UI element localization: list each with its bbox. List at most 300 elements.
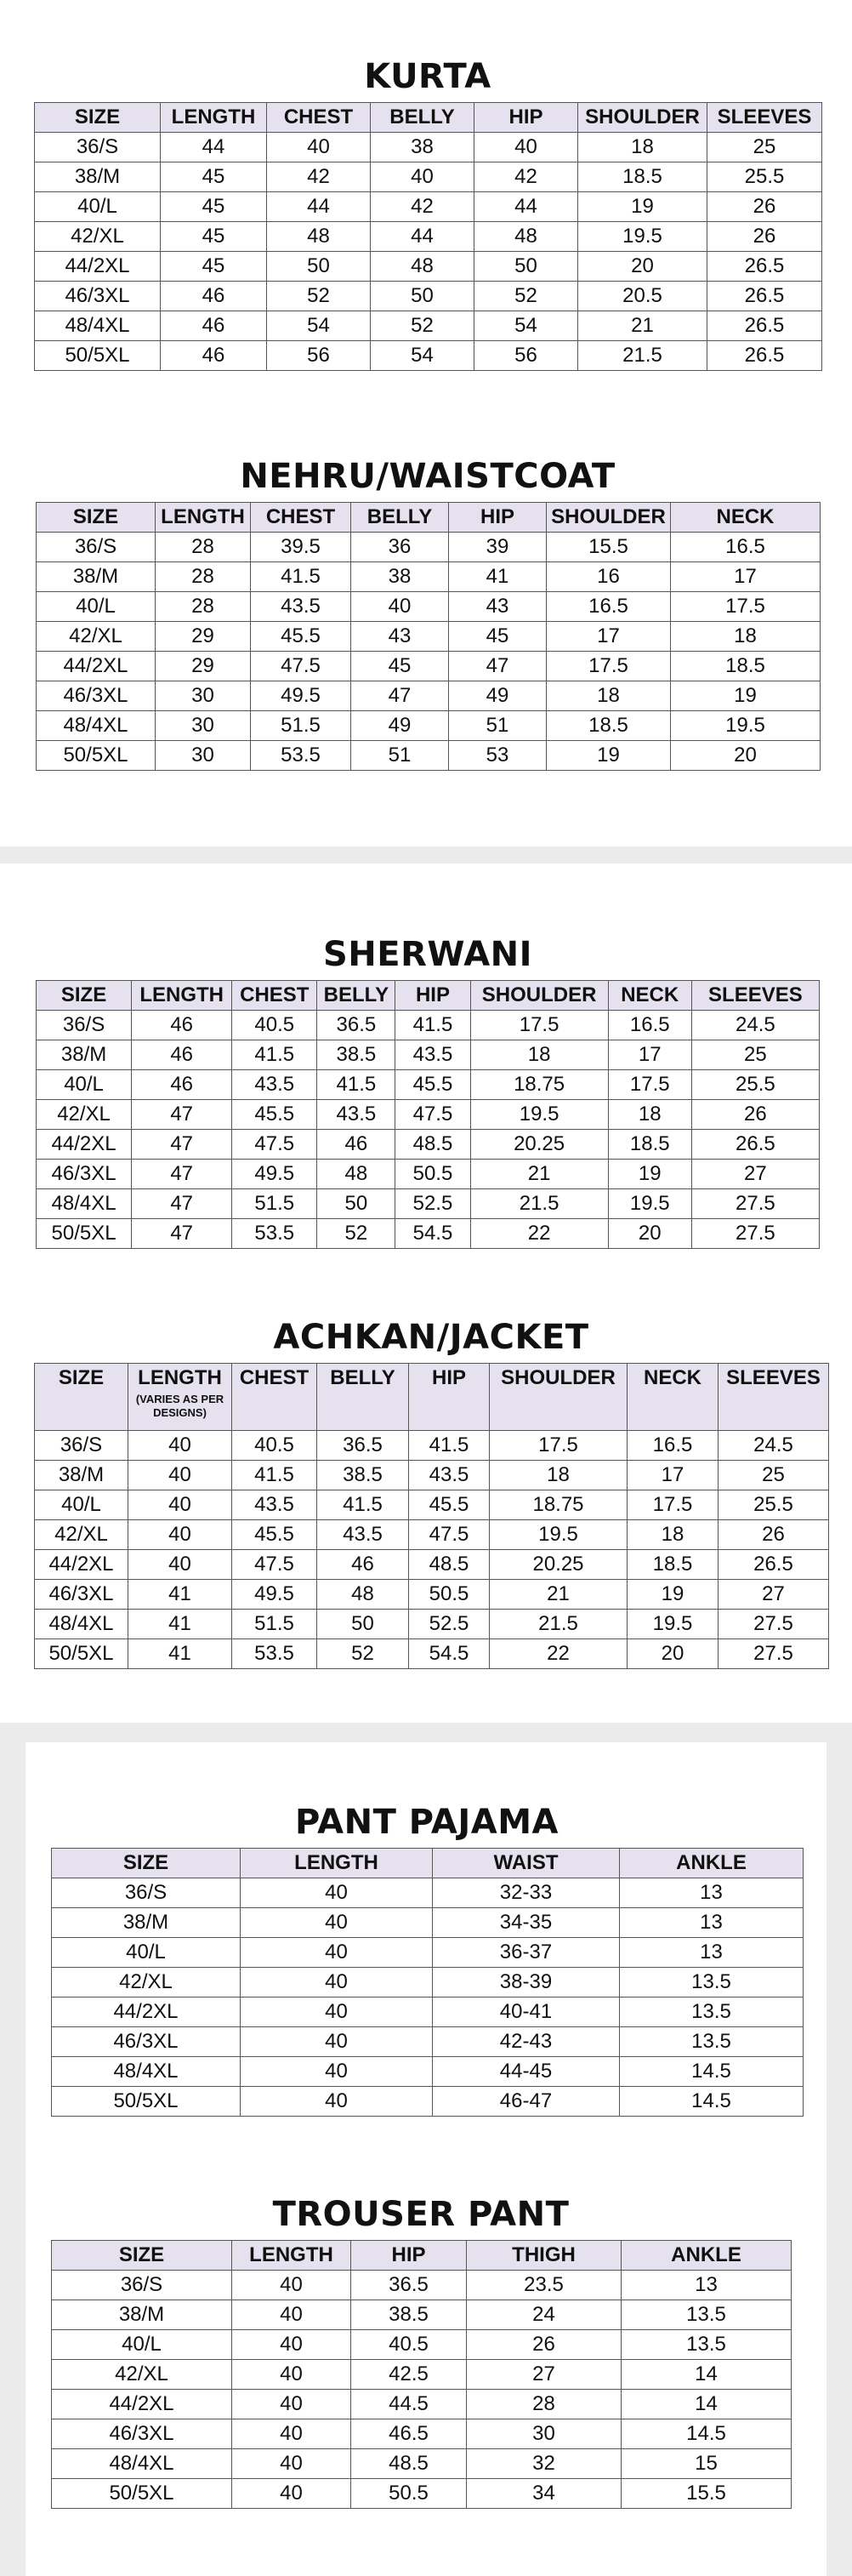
measurement-cell: 27.5 [719,1639,829,1669]
sherwani-title: SHERWANI [322,935,533,974]
measurement-cell: 14.5 [622,2419,792,2449]
measurement-cell: 19.5 [490,1520,628,1550]
size-cell: 42/XL [37,622,156,652]
measurement-cell: 51.5 [232,1189,317,1219]
measurement-cell: 26.5 [719,1550,829,1580]
measurement-cell: 51.5 [232,1610,317,1639]
header-cell: SIZE [35,103,161,133]
measurement-cell: 18.5 [608,1130,691,1160]
header-cell: CHEST [251,503,351,533]
table-row [52,1908,804,1938]
measurement-cell: 53.5 [232,1639,317,1669]
measurement-cell: 40 [232,2271,351,2300]
header-cell: ANKLE [622,2241,792,2271]
measurement-cell: 28 [156,592,251,622]
measurement-cell: 40-41 [433,1998,620,2027]
table-row [52,2449,792,2479]
measurement-cell: 40.5 [232,1431,317,1461]
measurement-cell: 54 [474,311,578,341]
measurement-cell: 25.5 [707,162,822,192]
measurement-cell: 53.5 [232,1219,317,1249]
measurement-cell: 43.5 [251,592,351,622]
measurement-cell: 50 [317,1610,409,1639]
measurement-cell: 13.5 [622,2330,792,2360]
table-row [52,2271,792,2300]
measurement-cell: 41 [128,1580,232,1610]
table-row [37,1100,820,1130]
measurement-cell: 27.5 [691,1219,819,1249]
measurement-cell: 46 [317,1130,395,1160]
measurement-cell: 48 [474,222,578,252]
measurement-cell: 26.5 [707,341,822,371]
measurement-cell: 36.5 [317,1431,409,1461]
table-row [52,2057,804,2087]
measurement-cell: 45.5 [395,1070,470,1100]
table-row [37,1040,820,1070]
measurement-cell: 24 [467,2300,622,2330]
measurement-cell: 40.5 [351,2330,467,2360]
measurement-cell: 27.5 [691,1189,819,1219]
measurement-cell: 26 [707,222,822,252]
measurement-cell: 13 [622,2271,792,2300]
size-cell: 40/L [37,1070,132,1100]
header-cell: LENGTH [132,981,232,1011]
size-cell: 36/S [37,533,156,562]
table-row [35,1520,829,1550]
measurement-cell: 20 [578,252,707,282]
measurement-cell: 41.5 [317,1490,409,1520]
table-header-row [35,103,822,133]
header-cell: SIZE [37,503,156,533]
measurement-cell: 50.5 [351,2479,467,2509]
measurement-cell: 52 [371,311,474,341]
measurement-cell: 26.5 [707,252,822,282]
measurement-cell: 21 [470,1160,608,1189]
measurement-cell: 40 [351,592,449,622]
measurement-cell: 14 [622,2390,792,2419]
measurement-cell: 48 [317,1580,409,1610]
measurement-cell: 20.5 [578,282,707,311]
table-row [37,533,821,562]
measurement-cell: 41.5 [409,1431,490,1461]
measurement-cell: 45.5 [232,1520,317,1550]
measurement-cell: 38.5 [351,2300,467,2330]
measurement-cell: 36.5 [351,2271,467,2300]
measurement-cell: 40 [241,1968,433,1998]
header-cell: SIZE [37,981,132,1011]
header-cell: HIP [395,981,470,1011]
size-cell: 38/M [37,1040,132,1070]
measurement-cell: 13 [620,1878,804,1908]
header-cell: WAIST [433,1849,620,1878]
pant-title: PANT PAJAMA [295,1803,559,1842]
measurement-cell: 17 [608,1040,691,1070]
measurement-cell: 48.5 [351,2449,467,2479]
measurement-cell: 30 [467,2419,622,2449]
measurement-cell: 47.5 [232,1130,317,1160]
measurement-cell: 43.5 [409,1461,490,1490]
measurement-cell: 21.5 [470,1189,608,1219]
table-row [37,711,821,741]
table-row [52,2027,804,2057]
table-row [35,1580,829,1610]
measurement-cell: 50 [317,1189,395,1219]
header-cell: SLEEVES [719,1364,829,1431]
measurement-cell: 17.5 [628,1490,719,1520]
measurement-cell: 16 [547,562,671,592]
measurement-cell: 49 [351,711,449,741]
measurement-cell: 40 [232,2449,351,2479]
measurement-cell: 27 [467,2360,622,2390]
measurement-cell: 27.5 [719,1610,829,1639]
measurement-cell: 53.5 [251,741,351,771]
table-row [37,1011,820,1040]
measurement-cell: 42 [371,192,474,222]
measurement-cell: 21 [490,1580,628,1610]
measurement-cell: 45.5 [232,1100,317,1130]
measurement-cell: 40 [232,2300,351,2330]
table-row [35,341,822,371]
size-cell: 38/M [37,562,156,592]
measurement-cell: 26 [467,2330,622,2360]
size-cell: 48/4XL [37,711,156,741]
measurement-cell: 40 [128,1461,232,1490]
measurement-cell: 39.5 [251,533,351,562]
measurement-cell: 28 [156,562,251,592]
measurement-cell: 46 [317,1550,409,1580]
size-cell: 48/4XL [37,1189,132,1219]
measurement-cell: 47 [132,1160,232,1189]
measurement-cell: 52 [317,1639,409,1669]
measurement-cell: 50 [474,252,578,282]
measurement-cell: 43.5 [317,1100,395,1130]
measurement-cell: 18.5 [671,652,821,681]
measurement-cell: 38 [351,562,449,592]
header-cell: NECK [628,1364,719,1431]
size-cell: 50/5XL [37,741,156,771]
measurement-cell: 18.5 [547,711,671,741]
measurement-cell: 18 [470,1040,608,1070]
size-cell: 40/L [35,192,161,222]
measurement-cell: 27 [719,1580,829,1610]
measurement-cell: 50 [267,252,371,282]
measurement-cell: 46 [161,282,267,311]
measurement-cell: 54 [267,311,371,341]
measurement-cell: 54.5 [395,1219,470,1249]
header-cell: CHEST [232,981,317,1011]
table-row [35,282,822,311]
header-cell: SHOULDER [470,981,608,1011]
measurement-cell: 47 [132,1189,232,1219]
table-row [37,622,821,652]
measurement-cell: 19 [547,741,671,771]
measurement-cell: 40 [241,1878,433,1908]
pant-size-table [51,1848,804,2117]
measurement-cell: 54 [371,341,474,371]
measurement-cell: 40 [371,162,474,192]
measurement-cell: 14.5 [620,2057,804,2087]
measurement-cell: 18 [490,1461,628,1490]
table-row [35,252,822,282]
table-row [37,1130,820,1160]
table-row [37,681,821,711]
trouser-title: TROUSER PANT [272,2195,570,2234]
header-cell: THIGH [467,2241,622,2271]
header-cell: SIZE [52,1849,241,1878]
size-cell: 40/L [52,1938,241,1968]
table-row [35,192,822,222]
measurement-cell: 36-37 [433,1938,620,1968]
nehru-title: NEHRU/WAISTCOAT [240,457,616,496]
table-row [35,133,822,162]
measurement-cell: 18 [578,133,707,162]
size-cell: 40/L [52,2330,232,2360]
size-cell: 44/2XL [37,1130,132,1160]
measurement-cell: 53 [449,741,547,771]
measurement-cell: 26.5 [707,282,822,311]
measurement-cell: 51.5 [251,711,351,741]
table-row [37,592,821,622]
measurement-cell: 17.5 [671,592,821,622]
measurement-cell: 29 [156,622,251,652]
measurement-cell: 40 [128,1431,232,1461]
size-cell: 50/5XL [52,2479,232,2509]
header-cell: CHEST [232,1364,317,1431]
table-row [35,1461,829,1490]
measurement-cell: 25 [719,1461,829,1490]
header-cell: HIP [351,2241,467,2271]
achkan-title: ACHKAN/JACKET [273,1318,589,1357]
measurement-cell: 15 [622,2449,792,2479]
measurement-cell: 13.5 [622,2300,792,2330]
measurement-cell: 36.5 [317,1011,395,1040]
measurement-cell: 43.5 [232,1490,317,1520]
measurement-cell: 17.5 [608,1070,691,1100]
measurement-cell: 45.5 [409,1490,490,1520]
table-row [52,2087,804,2117]
measurement-cell: 46.5 [351,2419,467,2449]
measurement-cell: 48 [371,252,474,282]
measurement-cell: 47.5 [395,1100,470,1130]
measurement-cell: 28 [467,2390,622,2419]
table-row [35,1490,829,1520]
table-row [35,1610,829,1639]
measurement-cell: 44 [474,192,578,222]
size-cell: 42/XL [35,222,161,252]
measurement-cell: 49.5 [251,681,351,711]
measurement-cell: 34-35 [433,1908,620,1938]
size-cell: 44/2XL [52,2390,232,2419]
size-cell: 38/M [35,162,161,192]
measurement-cell: 38.5 [317,1461,409,1490]
header-cell: LENGTH [232,2241,351,2271]
measurement-cell: 24.5 [719,1431,829,1461]
measurement-cell: 41.5 [317,1070,395,1100]
kurta-section [34,51,821,371]
measurement-cell: 45.5 [251,622,351,652]
achkan-section [34,1312,828,1669]
table-row [52,1878,804,1908]
measurement-cell: 44 [371,222,474,252]
measurement-cell: 21 [578,311,707,341]
measurement-cell: 13 [620,1938,804,1968]
header-cell: BELLY [317,1364,409,1431]
size-cell: 36/S [35,1431,128,1461]
table-row [52,2300,792,2330]
size-cell: 42/XL [37,1100,132,1130]
measurement-cell: 25 [691,1040,819,1070]
measurement-cell: 17.5 [547,652,671,681]
table-row [52,2390,792,2419]
size-cell: 38/M [52,1908,241,1938]
size-cell: 38/M [52,2300,232,2330]
size-cell: 50/5XL [52,2087,241,2117]
measurement-cell: 41.5 [395,1011,470,1040]
measurement-cell: 40 [241,2057,433,2087]
measurement-cell: 42-43 [433,2027,620,2057]
table-row [37,1160,820,1189]
header-cell-length [128,1364,232,1431]
table-row [35,222,822,252]
measurement-cell: 44.5 [351,2390,467,2419]
size-cell: 36/S [52,2271,232,2300]
measurement-cell: 43 [449,592,547,622]
measurement-cell: 45 [161,192,267,222]
table-row [35,162,822,192]
measurement-cell: 52.5 [409,1610,490,1639]
measurement-cell: 19 [628,1580,719,1610]
measurement-cell: 41 [128,1639,232,1669]
trouser-section [51,2189,791,2509]
measurement-cell: 14.5 [620,2087,804,2117]
measurement-cell: 19.5 [628,1610,719,1639]
table-row [37,562,821,592]
header-cell: ANKLE [620,1849,804,1878]
size-cell: 42/XL [52,2360,232,2390]
measurement-cell: 44-45 [433,2057,620,2087]
measurement-cell: 17 [671,562,821,592]
header-cell: NECK [671,503,821,533]
measurement-cell: 47 [132,1100,232,1130]
measurement-cell: 40 [128,1490,232,1520]
measurement-cell: 41.5 [232,1461,317,1490]
measurement-cell: 42 [474,162,578,192]
measurement-cell: 26 [719,1520,829,1550]
size-cell: 50/5XL [37,1219,132,1249]
measurement-cell: 50 [371,282,474,311]
size-cell: 46/3XL [37,681,156,711]
measurement-cell: 21.5 [490,1610,628,1639]
measurement-cell: 40 [267,133,371,162]
measurement-cell: 47.5 [251,652,351,681]
measurement-cell: 40 [232,2390,351,2419]
measurement-cell: 17.5 [470,1011,608,1040]
measurement-cell: 45 [161,252,267,282]
measurement-cell: 26.5 [707,311,822,341]
header-cell: SIZE [52,2241,232,2271]
table-header-row [35,1364,829,1431]
table-row [37,741,821,771]
measurement-cell: 43 [351,622,449,652]
measurement-cell: 48 [317,1160,395,1189]
measurement-cell: 41.5 [251,562,351,592]
measurement-cell: 32-33 [433,1878,620,1908]
measurement-cell: 38.5 [317,1040,395,1070]
size-cell: 50/5XL [35,1639,128,1669]
header-cell: BELLY [371,103,474,133]
measurement-cell: 56 [267,341,371,371]
measurement-cell: 46 [132,1070,232,1100]
size-cell: 42/XL [35,1520,128,1550]
measurement-cell: 40 [232,2360,351,2390]
header-cell: BELLY [317,981,395,1011]
measurement-cell: 51 [449,711,547,741]
measurement-cell: 41.5 [232,1040,317,1070]
measurement-cell: 13.5 [620,1968,804,1998]
measurement-cell: 40 [128,1550,232,1580]
measurement-cell: 48.5 [409,1550,490,1580]
measurement-cell: 52 [317,1219,395,1249]
size-cell: 40/L [35,1490,128,1520]
measurement-cell: 16.5 [608,1011,691,1040]
table-header-row [52,1849,804,1878]
measurement-cell: 38 [371,133,474,162]
size-cell: 46/3XL [52,2027,241,2057]
measurement-cell: 47 [132,1219,232,1249]
measurement-cell: 21.5 [578,341,707,371]
measurement-cell: 16.5 [671,533,821,562]
kurta-title: KURTA [364,57,491,96]
achkan-size-table [34,1363,829,1669]
measurement-cell: 45 [351,652,449,681]
measurement-cell: 24.5 [691,1011,819,1040]
table-row [52,1998,804,2027]
measurement-cell: 42.5 [351,2360,467,2390]
measurement-cell: 49.5 [232,1160,317,1189]
size-cell: 38/M [35,1461,128,1490]
measurement-cell: 18.75 [470,1070,608,1100]
measurement-cell: 18 [547,681,671,711]
measurement-cell: 18 [628,1520,719,1550]
measurement-cell: 17 [547,622,671,652]
sherwani-size-table [36,980,820,1249]
measurement-cell: 40 [232,2419,351,2449]
header-cell: SHOULDER [547,503,671,533]
header-cell: SHOULDER [490,1364,628,1431]
measurement-cell: 26 [707,192,822,222]
measurement-cell: 43.5 [317,1520,409,1550]
size-cell: 44/2XL [35,1550,128,1580]
measurement-cell: 19 [578,192,707,222]
measurement-cell: 19.5 [470,1100,608,1130]
measurement-cell: 40 [241,1938,433,1968]
size-cell: 44/2XL [37,652,156,681]
size-cell: 36/S [35,133,161,162]
measurement-cell: 20.25 [490,1550,628,1580]
size-cell: 40/L [37,592,156,622]
table-row [52,2360,792,2390]
size-cell: 46/3XL [35,1580,128,1610]
table-row [35,1431,829,1461]
measurement-cell: 23.5 [467,2271,622,2300]
size-cell: 46/3XL [52,2419,232,2449]
size-cell: 48/4XL [35,311,161,341]
measurement-cell: 40 [241,1908,433,1938]
measurement-cell: 56 [474,341,578,371]
table-row [37,1219,820,1249]
kurta-size-table [34,102,822,371]
table-header-row [37,503,821,533]
